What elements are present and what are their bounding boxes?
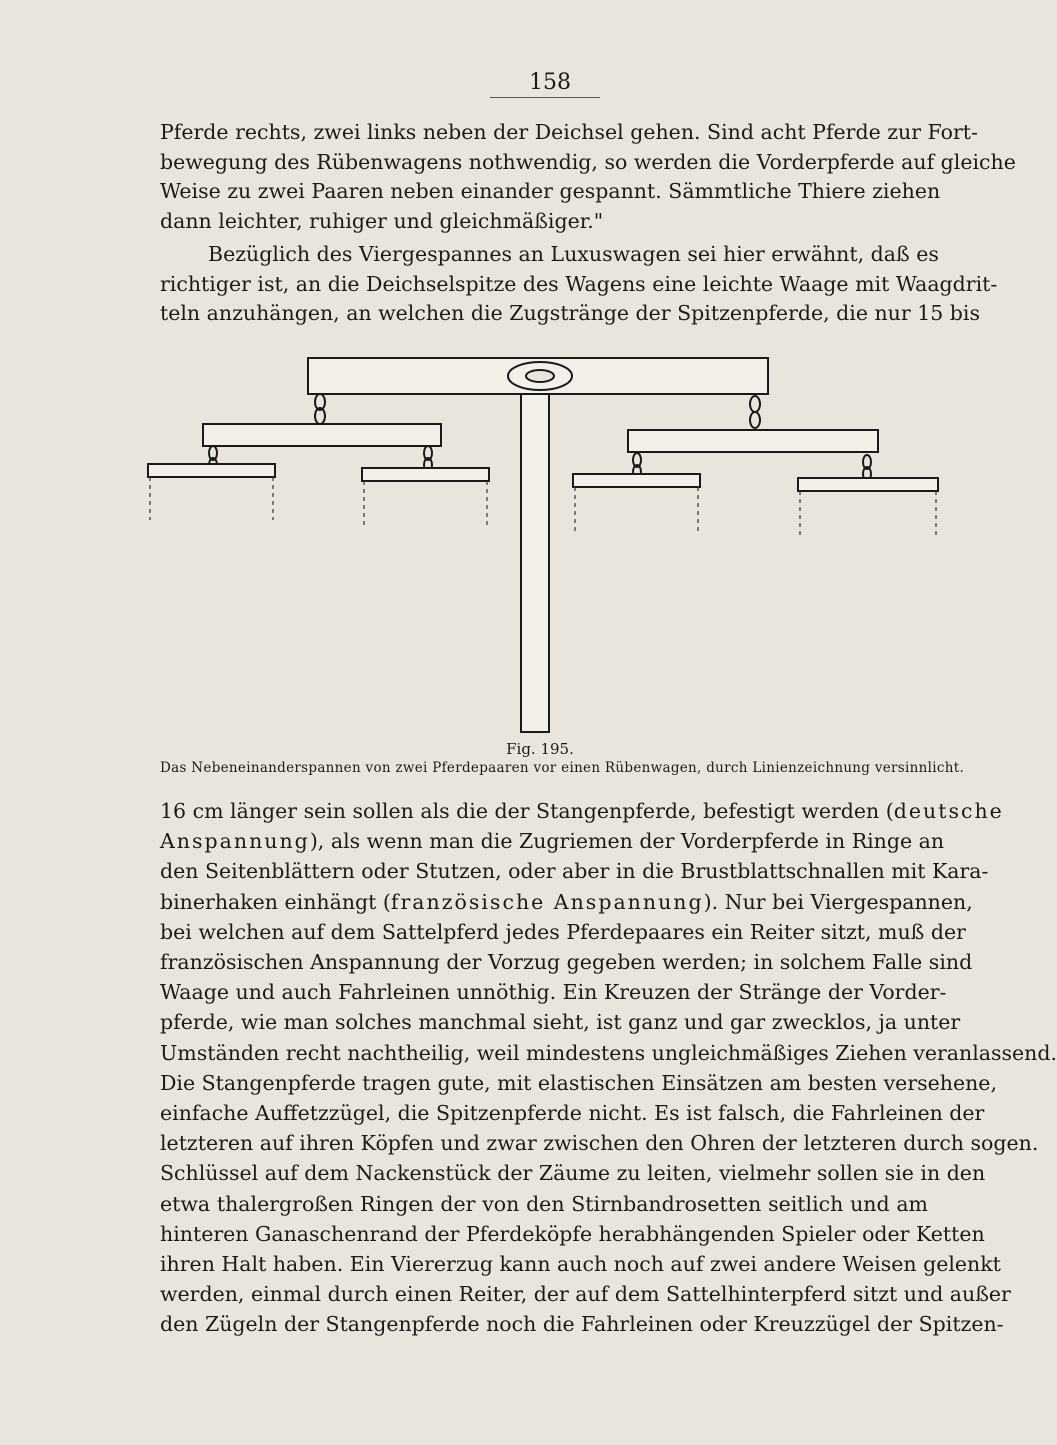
lower-bar-2	[362, 468, 489, 481]
figure-caption: Das Nebeneinanderspannen von zwei Pferdepaaren vor einen Rübenwagen, durch Linienzeichnung versinnlicht.	[160, 760, 965, 776]
text-line: Die Stangenpferde tragen gute, mit elastischen Einsätzen am besten versehene,	[160, 1070, 997, 1095]
chain-left-upper	[315, 394, 325, 424]
text-line: dann leichter, ruhiger und gleichmäßiger."	[160, 208, 604, 233]
text-line: den Seitenblättern oder Stutzen, oder aber in die Brustblattschnallen mit Kara-	[160, 859, 989, 884]
text-line: Waage und auch Fahrleinen unnöthig. Ein Kreuzen der Stränge der Vorder-	[160, 980, 947, 1005]
lower-bar-1	[148, 464, 275, 477]
left-middle-bar	[203, 424, 441, 446]
text-line: teln anzuhängen, an welchen die Zugstränge der Spitzenpferde, die nur 15 bis	[160, 301, 980, 325]
emphasis-franzoesische: französische Anspannung	[390, 889, 704, 914]
text-line: Pferde rechts, zwei links neben der Deichsel gehen. Sind acht Pferde zur Fort-	[160, 120, 978, 144]
text-line	[160, 887, 973, 917]
text-line	[160, 796, 1004, 826]
text-line: etwa thalergroßen Ringen der von den Stirnbandrosetten seitlich und am	[160, 1191, 928, 1216]
chain-right-upper	[750, 396, 760, 428]
figure-label: Fig. 195.	[506, 740, 574, 758]
emphasis-deutsche: deutsche	[893, 799, 1004, 823]
emphasis-anspannung: Anspannung	[160, 829, 310, 854]
paragraph-3	[160, 796, 1057, 1340]
text-line: hinteren Ganaschenrand der Pferdeköpfe herabhängenden Spieler oder Ketten	[160, 1221, 985, 1246]
text-line	[160, 826, 945, 856]
text-line: Umständen recht nachtheilig, weil mindestens ungleichmäßiges Ziehen veranlassend.	[160, 1040, 1057, 1065]
text-segment: ), als wenn man die Zugriemen der Vorderpferde in Ringe an	[309, 829, 945, 854]
page-number-rule	[490, 97, 600, 98]
text-segment: ). Nur bei Viergespannen,	[703, 889, 973, 914]
text-line: den Zügeln der Stangenpferde noch die Fahrleinen oder Kreuzzügel der Spitzen-	[160, 1312, 1004, 1337]
right-middle-bar	[628, 430, 878, 452]
page-number: 158	[529, 70, 571, 95]
text-line: Weise zu zwei Paaren neben einander gespannt. Sämmtliche Thiere ziehen	[160, 179, 941, 203]
text-segment: binerhaken einhängt (	[160, 889, 391, 914]
paragraph-2	[160, 240, 998, 329]
lower-bar-3	[573, 474, 700, 487]
text-line: ihren Halt haben. Ein Viererzug kann auch noch auf zwei andere Weisen gelenkt	[160, 1252, 1001, 1277]
text-line: einfache Auffetzzügel, die Spitzenpferde nicht. Es ist falsch, die Fahrleinen der	[160, 1101, 985, 1126]
pole	[521, 388, 549, 732]
text-line: Schlüssel auf dem Nackenstück der Zäume zu leiten, vielmehr sollen sie in den	[160, 1161, 986, 1186]
text-line: französischen Anspannung der Vorzug gegeben werden; in solchem Falle sind	[160, 950, 973, 975]
text-line: Bezüglich des Viergespannes an Luxuswagen sei hier erwähnt, daß es	[208, 242, 939, 266]
text-line: letzteren auf ihren Köpfen und zwar zwischen den Ohren der letzteren durch sogen.	[160, 1131, 1039, 1156]
text-line: richtiger ist, an die Deichselspitze des Wagens eine leichte Waage mit Waagdrit-	[160, 271, 998, 296]
text-segment: 16 cm länger sein sollen als die der Stangenpferde, befestigt werden (	[160, 799, 894, 823]
paragraph-1	[160, 118, 1016, 236]
lower-bar-4	[798, 478, 938, 491]
text-line: bewegung des Rübenwagens nothwendig, so werden die Vorderpferde auf gleiche	[160, 149, 1016, 174]
text-line: pferde, wie man solches manchmal sieht, ist ganz und gar zwecklos, ja unter	[160, 1010, 961, 1035]
text-line: bei welchen auf dem Sattelpferd jedes Pferdepaares ein Reiter sitzt, muß der	[160, 919, 966, 944]
text-line: werden, einmal durch einen Reiter, der auf dem Sattelhinterpferd sitzt und außer	[160, 1282, 1011, 1307]
whippletree-diagram	[140, 350, 940, 740]
